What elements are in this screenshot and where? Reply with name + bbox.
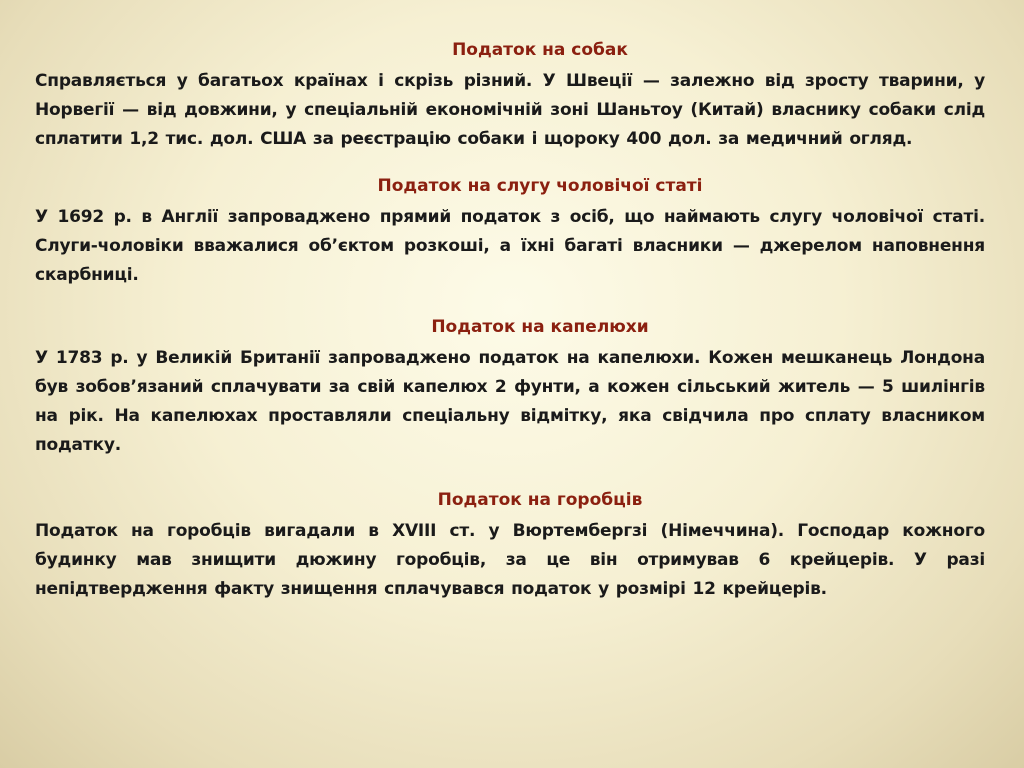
section-dog-tax (35, 38, 985, 154)
slide-content (35, 38, 985, 604)
section-text: Справляється у багатьох країнах і скрізь різний. У Швеції — залежно від зросту тварини, у Норвегії — від довжини, у спеціальній економічній зоні Шаньтоу (Китай) власнику собаки слід сплатити 1,2 тис. дол. США за реєстрацію собаки і щороку 400 дол. за медичний огляд. (35, 71, 985, 149)
section-sparrow-tax (35, 488, 985, 604)
section-title: Податок на собак (452, 40, 628, 60)
section-text: У 1783 р. у Великій Британії запроваджено податок на капелюхи. Кожен мешканець Лондона був зобов’язаний сплачувати за свій капелюх 2 фунти, а кожен сільський житель — 5 шилінгів на рік. На капелюхах проставляли спеціальну відмітку, яка свідчила про сплату власником податку. (35, 348, 985, 455)
section-hat-tax (35, 315, 985, 460)
section-title: Податок на горобців (437, 490, 643, 510)
section-title: Податок на капелюхи (431, 317, 649, 337)
section-text: У 1692 р. в Англії запроваджено прямий податок з осіб, що наймають слугу чоловічої статі. Слуги-чоловіки вважалися об’єктом розкоші, а їхні багаті власники — джерелом наповнення скарбниці. (35, 207, 985, 285)
section-servant-tax (35, 174, 985, 290)
section-text: Податок на горобців вигадали в XVIII ст. у Вюртембергзі (Німеччина). Господар кожного будинку мав знищити дюжину горобців, за це він отримував 6 крейцерів. У разі непідтвердження факту знищення сплачувався податок у розмірі 12 крейцерів. (35, 521, 985, 599)
section-title: Податок на слугу чоловічої статі (377, 176, 703, 196)
